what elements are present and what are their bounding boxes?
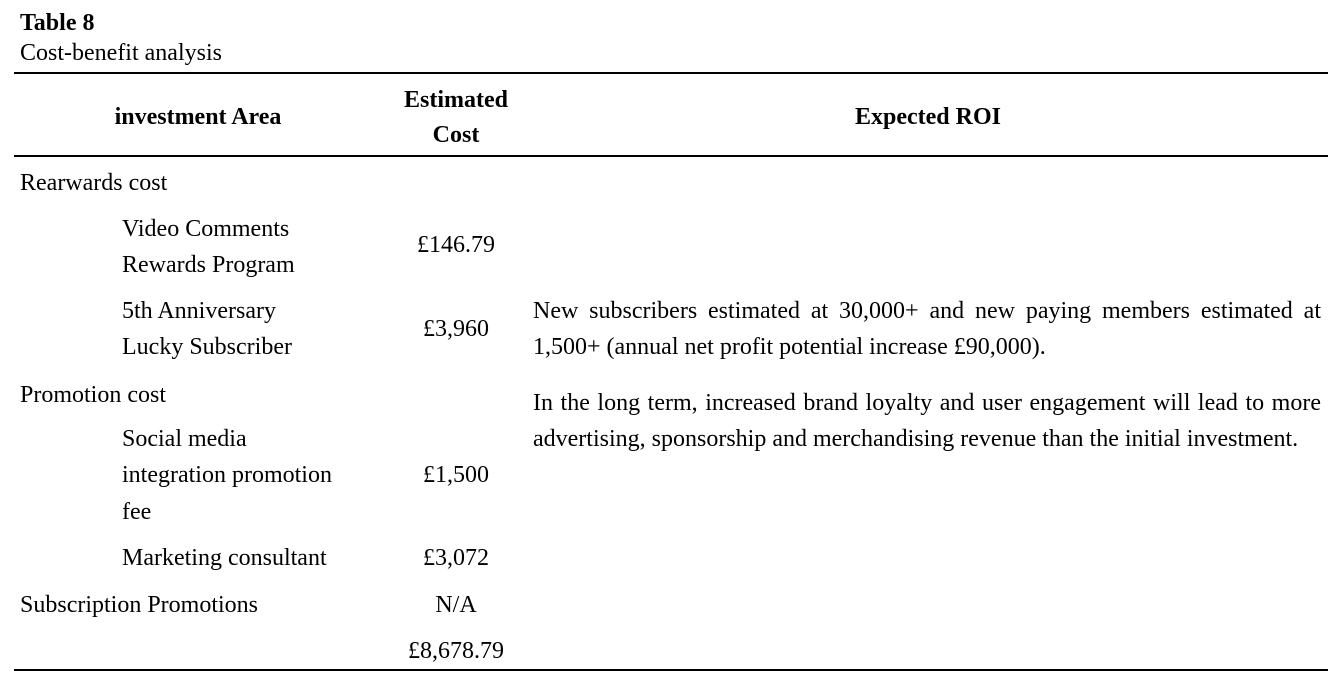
cost-marketing-consultant: £3,072 [423,545,489,571]
roi-text-brand-loyalty: In the long term, increased brand loyalty and user engagement will lead to more advertising, sponsorship and merchandising revenue than the initial investment. [533,390,1321,452]
header-estimated-cost-line1: Estimated [404,87,508,113]
item-anniversary-line2: Lucky Subscriber [122,334,292,360]
item-social-media-line2: integration promotion [122,462,332,488]
cost-video-comments: £146.79 [417,232,495,258]
cost-total: £8,678.79 [408,638,504,664]
item-social-media-line1: Social media [122,426,247,452]
top-rule [14,72,1328,74]
group-rearwards-cost: Rearwards cost [20,170,168,196]
cost-anniversary: £3,960 [423,316,489,342]
header-rule [14,155,1328,157]
group-promotion-cost: Promotion cost [20,382,167,408]
table-number: Table 8 [20,10,95,36]
cost-social-media: £1,500 [423,462,489,488]
header-investment-area: investment Area [114,104,282,130]
item-subscription-promotions: Subscription Promotions [20,592,259,618]
cost-subscription-promotions: N/A [435,592,477,618]
item-marketing-consultant: Marketing consultant [122,545,327,571]
header-estimated-cost-line2: Cost [432,122,480,148]
table-title: Cost-benefit analysis [20,40,222,66]
item-anniversary-line1: 5th Anniversary [122,298,276,324]
header-expected-roi: Expected ROI [855,104,1001,130]
item-video-comments-line1: Video Comments [122,216,290,242]
item-video-comments-line2: Rewards Program [122,252,295,278]
bottom-rule [14,669,1328,671]
table-caption [20,8,222,68]
item-social-media-line3: fee [122,499,152,525]
roi-text-subscribers: New subscribers estimated at 30,000+ and new paying members estimated at 1,500+ (annual net profit potential increase £90,000). [533,298,1321,360]
